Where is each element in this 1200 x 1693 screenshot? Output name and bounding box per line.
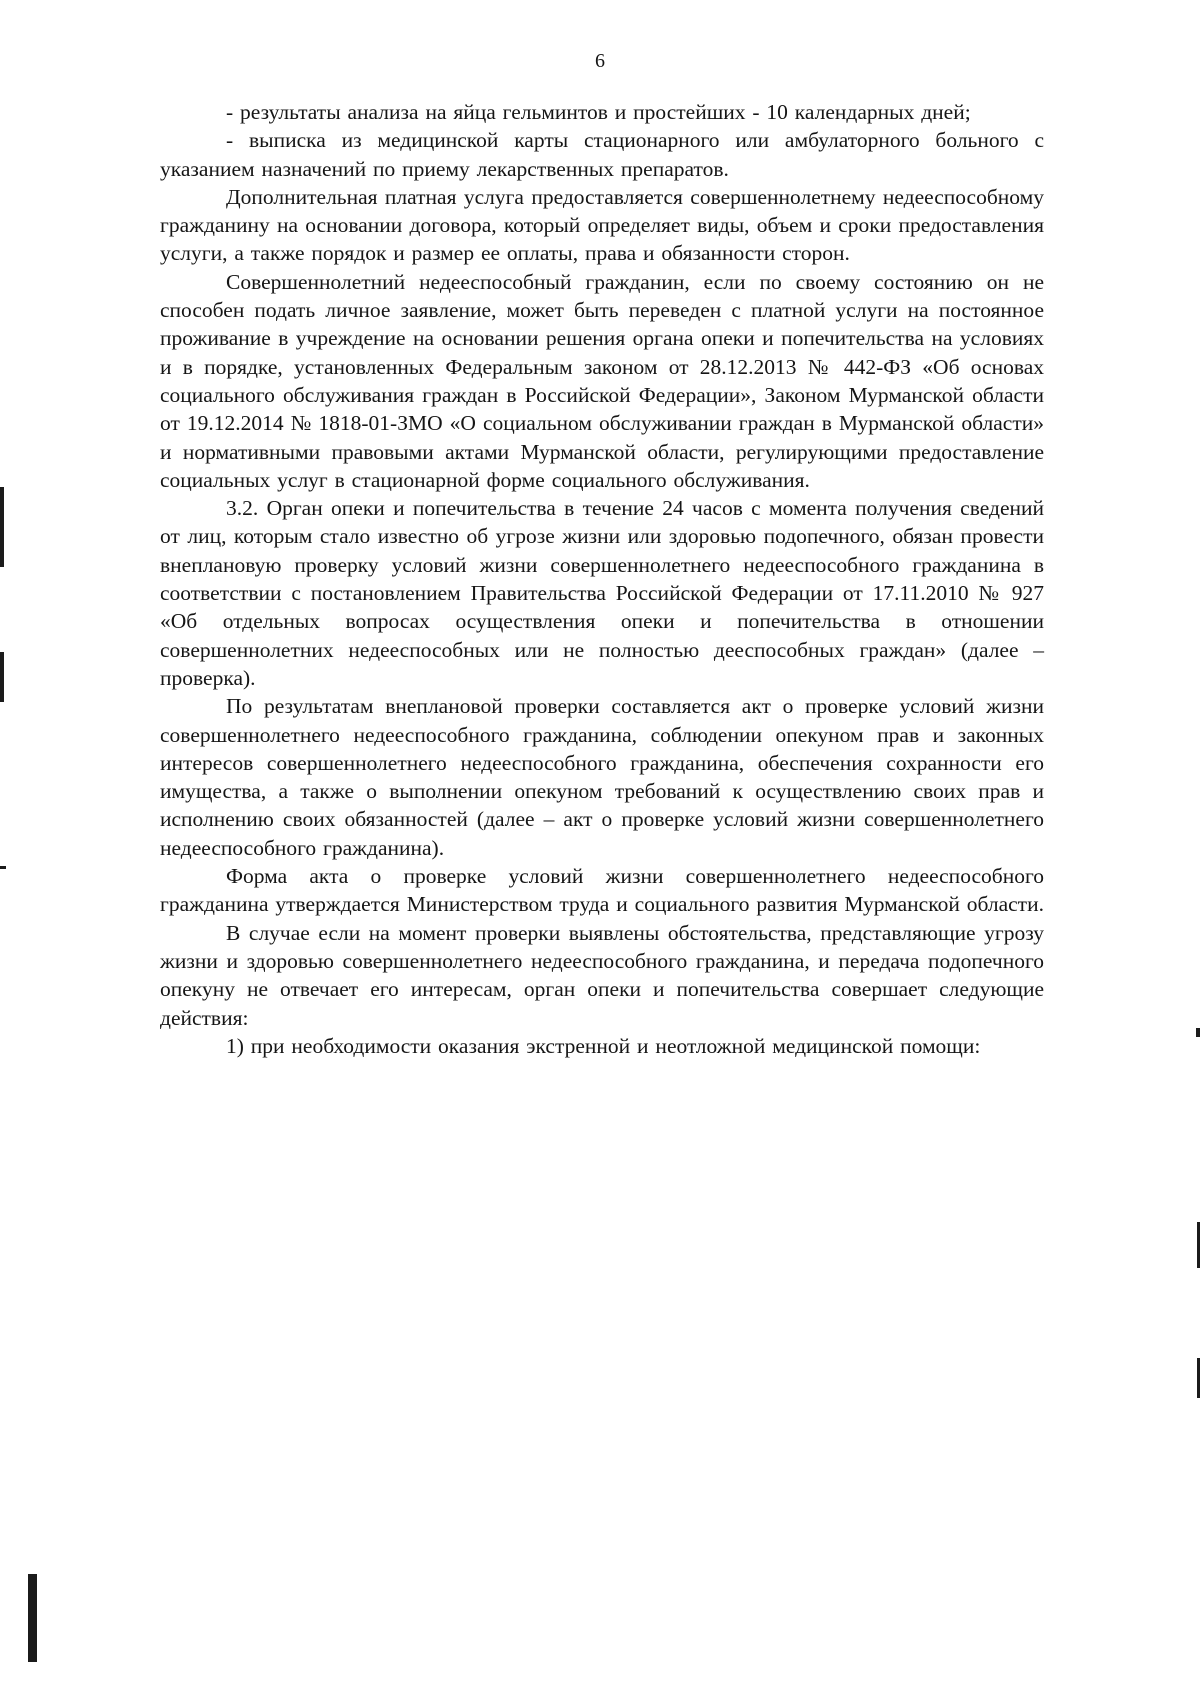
paragraph: - результаты анализа на яйца гельминтов и простейших - 10 календарных дней; [226,100,971,124]
scan-artifact [0,487,4,567]
paragraph: Совершеннолетний недееспособный гражданин, если по своему состоянию он не способен подать личное заявление, может быть переведен с платной услуги на постоянное проживание в учреждение на основании решения органа опеки и попечительства на условиях и в порядке, установленных Федеральным законом от 28.12.2013 № 442-ФЗ «Об основах социального обслуживания граждан в Российской Федерации», Законом Мурманской области от 19.12.2014 № 1818-01-ЗМО «О социальном обслуживании граждан в Мурманской области» и нормативными правовыми актами Мурманской области, регулирующими предоставление социальных услуг в стационарной форме социального обслуживания. [160,269,1044,492]
scan-artifact [1196,1028,1200,1037]
scan-artifact [28,1574,37,1662]
paragraph: 1) при необходимости оказания экстренной и неотложной медицинской помощи: [226,1033,981,1058]
paragraph: - выписка из медицинской карты стационарного или амбулаторного больного с указанием назначений по приему лекарственных препаратов. [160,128,1044,181]
paragraph: Дополнительная платная услуга предоставляется совершеннолетнему недееспособному гражданину на основании договора, который определяет виды, объем и сроки предоставления услуги, а также порядок и размер ее оплаты, права и обязанности сторон. [160,184,1044,266]
paragraph: По результатам внеплановой проверки составляется акт о проверке условий жизни совершеннолетнего недееспособного гражданина, соблюдении опекуном прав и законных интересов совершеннолетнего недееспособного гражданина, обеспечения сохранности его имущества, а также о выполнении опекуном требований к осуществлению своих прав и исполнению своих обязанностей (далее – акт о проверке условий жизни совершеннолетнего недееспособного гражданина). [160,694,1044,860]
paragraph: Форма акта о проверке условий жизни совершеннолетнего недееспособного гражданина утверждается Министерством труда и социального развития Мурманской области. [160,864,1044,917]
scan-artifact [0,866,6,869]
paragraph: В случае если на момент проверки выявлены обстоятельства, представляющие угрозу жизни и здоровью совершеннолетнего недееспособного гражданина, и передача подопечного опекуну не отвечает его интересам, орган опеки и попечительства совершает следующие действия: [160,920,1044,1030]
paragraph: 3.2. Орган опеки и попечительства в течение 24 часов с момента получения сведений от лиц, которым стало известно об угрозе жизни или здоровью подопечного, обязан провести внеплановую проверку условий жизни совершеннолетнего недееспособного гражданина в соответствии с постановлением Правительства Российской Федерации от 17.11.2010 № 927 «Об отдельных вопросах осуществления опеки и попечительства в отношении совершеннолетних недееспособных или не полностью дееспособных граждан» (далее – проверка). [160,496,1044,690]
page-number: 6 [595,50,605,72]
scan-artifact [0,652,4,702]
document-body [160,98,1044,1060]
